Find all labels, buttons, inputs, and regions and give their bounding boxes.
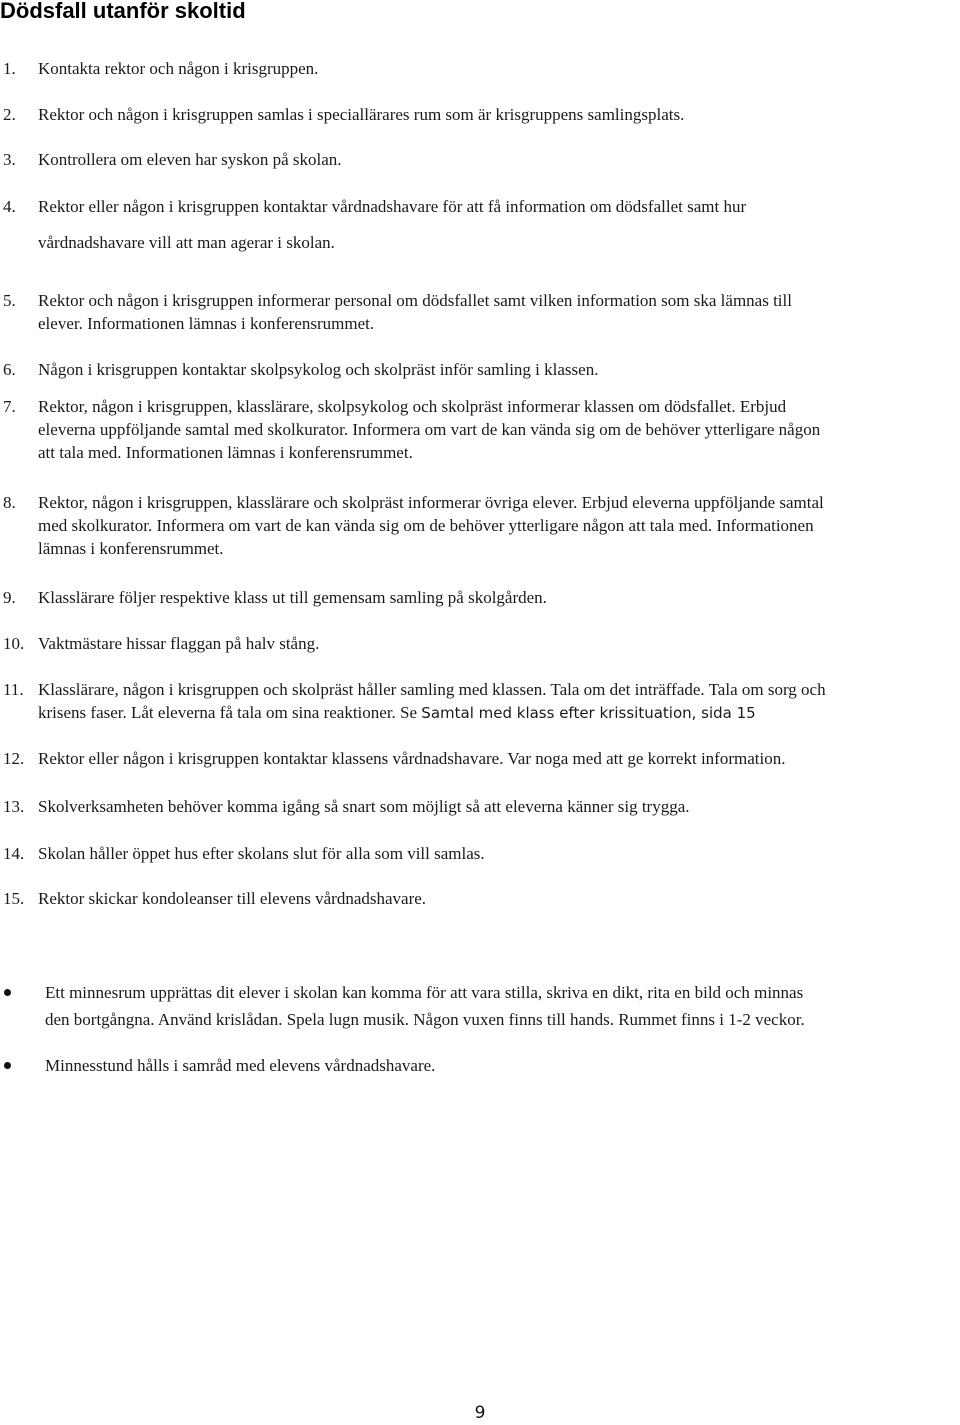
page-number: 9: [474, 1403, 486, 1423]
item-text: Skolverksamheten behöver komma igång så snart som möjligt så att eleverna känner sig trygga.: [38, 797, 690, 816]
item-text: att tala med. Informationen lämnas i konferensrummet.: [38, 443, 413, 462]
item-text: krisens faser. Låt eleverna få tala om sina reaktioner. Se: [38, 703, 422, 722]
bullet-icon: [4, 1062, 11, 1069]
bullet-item: [0, 979, 955, 1033]
item-number: 4.: [3, 197, 16, 216]
item-text: Rektor och någon i krisgruppen informerar personal om dödsfallet samt vilken information som ska lämnas till: [38, 291, 792, 310]
item-number: 3.: [3, 150, 16, 169]
bullet-text: den bortgångna. Använd krislådan. Spela lugn musik. Någon vuxen finns till hands. Rummet finns i 1-2 veckor.: [45, 1010, 805, 1029]
item-text: Rektor och någon i krisgruppen samlas i speciallärares rum som är krisgruppens samlingsplats.: [38, 105, 685, 124]
item-number: 5.: [3, 291, 16, 310]
item-text: med skolkurator. Informera om vart de kan vända sig om de behöver ytterligare någon att tala med. Informationen: [38, 516, 814, 535]
item-text: Rektor eller någon i krisgruppen kontaktar klassens vårdnadshavare. Var noga med att ge korrekt information.: [38, 749, 786, 768]
bullet-icon: [4, 989, 11, 996]
list-item: [0, 795, 955, 818]
item-number: 15.: [3, 889, 25, 908]
item-text: Rektor, någon i krisgruppen, klasslärare och skolpräst informerar övriga elever. Erbjud eleverna uppföljande samtal: [38, 493, 824, 512]
list-item: [0, 887, 955, 910]
list-item: [0, 747, 955, 770]
item-text: Klasslärare, någon i krisgruppen och skolpräst håller samling med klassen. Tala om det inträffade. Tala om sorg och: [38, 680, 826, 699]
list-item: [0, 358, 955, 381]
item-number: 1.: [3, 59, 16, 78]
item-text: elever. Informationen lämnas i konferensrummet.: [38, 314, 375, 333]
list-item: [0, 586, 955, 609]
list-item: [0, 195, 955, 254]
item-number: 8.: [3, 493, 16, 512]
item-number: 11.: [3, 680, 24, 699]
item-number: 14.: [3, 844, 25, 863]
list-item: [0, 678, 955, 725]
page-title: Dödsfall utanför skoltid: [0, 0, 246, 23]
item-text: eleverna uppföljande samtal med skolkurator. Informera om vart de kan vända sig om de behöver ytterligare någon: [38, 420, 821, 439]
item-text: Kontakta rektor och någon i krisgruppen.: [38, 59, 319, 78]
list-item: [0, 395, 955, 464]
item-number: 6.: [3, 360, 16, 379]
list-item: [0, 289, 955, 335]
item-number: 12.: [3, 749, 25, 768]
list-item: [0, 148, 955, 171]
item-number: 2.: [3, 105, 16, 124]
bullet-item: [0, 1052, 955, 1079]
item-number: 13.: [3, 797, 25, 816]
list-item: [0, 57, 955, 80]
item-text: Någon i krisgruppen kontaktar skolpsykolog och skolpräst inför samling i klassen.: [38, 360, 599, 379]
list-item: [0, 842, 955, 865]
item-text: Klasslärare följer respektive klass ut till gemensam samling på skolgården.: [38, 588, 547, 607]
item-number: 10.: [3, 634, 25, 653]
item-number: 9.: [3, 588, 16, 607]
list-item: [0, 491, 955, 560]
list-item: [0, 103, 955, 126]
item-text: Skolan håller öppet hus efter skolans slut för alla som vill samlas.: [38, 844, 485, 863]
item-text: Vaktmästare hissar flaggan på halv stång.: [38, 634, 320, 653]
cross-reference: Samtal med klass efter krissituation, sida 15: [421, 704, 756, 722]
item-text: Kontrollera om eleven har syskon på skolan.: [38, 150, 342, 169]
item-text: Rektor, någon i krisgruppen, klasslärare, skolpsykolog och skolpräst informerar klassen om dödsfallet. Erbjud: [38, 397, 787, 416]
list-item: [0, 632, 955, 655]
item-text: lämnas i konferensrummet.: [38, 539, 224, 558]
item-number: 7.: [3, 397, 16, 416]
item-text: vårdnadshavare vill att man agerar i skolan.: [38, 233, 335, 252]
item-text: Rektor eller någon i krisgruppen kontaktar vårdnadshavare för att få information om dödsfallet samt hur: [38, 197, 747, 216]
item-text: Rektor skickar kondoleanser till elevens vårdnadshavare.: [38, 889, 427, 908]
bullet-text: Ett minnesrum upprättas dit elever i skolan kan komma för att vara stilla, skriva en dikt, rita en bild och minnas: [45, 983, 804, 1002]
bullet-text: Minnesstund hålls i samråd med elevens vårdnadshavare.: [45, 1056, 436, 1075]
